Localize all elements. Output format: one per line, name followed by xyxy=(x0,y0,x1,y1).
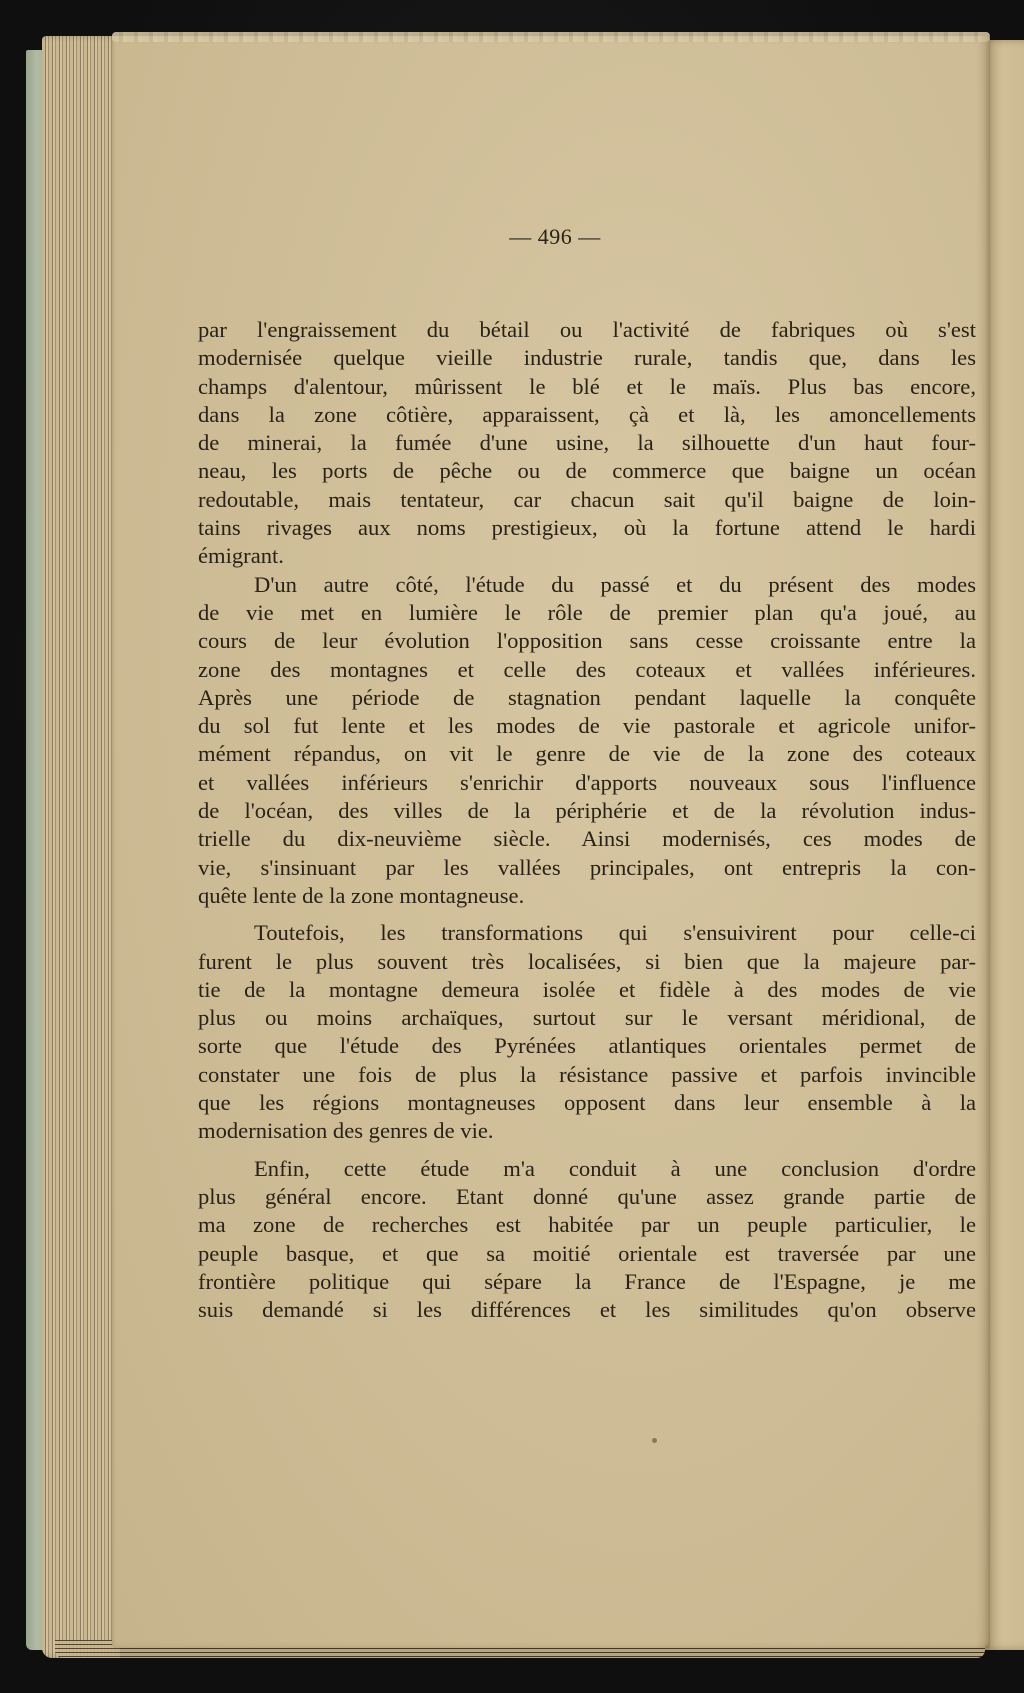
text-line: plus général encore. Etant donné qu'une assez grande partie de xyxy=(198,1183,976,1209)
text-line: tains rivages aux noms prestigieux, où la fortune attend le hardi xyxy=(198,515,976,541)
text-line: trielle du dix-neuvième siècle. Ainsi modernisés, ces modes de xyxy=(198,826,976,852)
text-line: émigrant. xyxy=(198,543,284,569)
text-line: vie, s'insinuant par les vallées principales, ont entrepris la con- xyxy=(198,854,976,880)
text-line: et vallées inférieurs s'enrichir d'apports nouveaux sous l'influence xyxy=(198,769,976,795)
text-line: furent le plus souvent très localisées, si bien que la majeure par- xyxy=(198,948,976,974)
text-line: Après une période de stagnation pendant laquelle la conquête xyxy=(198,684,976,710)
paragraph xyxy=(198,571,976,911)
text-line: Toutefois, les transformations qui s'ensuivirent pour celle-ci xyxy=(254,920,976,946)
text-line: suis demandé si les différences et les similitudes qu'on observe xyxy=(198,1297,976,1323)
paragraph xyxy=(198,919,976,1145)
text-line: zone des montagnes et celle des coteaux et vallées inférieures. xyxy=(198,656,976,682)
text-line: de vie met en lumière le rôle de premier plan qu'a joué, au xyxy=(198,599,976,625)
text-line: ma zone de recherches est habitée par un peuple particulier, le xyxy=(198,1212,976,1238)
text-line: redoutable, mais tentateur, car chacun sait qu'il baigne de loin- xyxy=(198,486,976,512)
paragraph xyxy=(198,1155,976,1325)
paper-speck xyxy=(652,1438,657,1443)
paragraph-gap xyxy=(198,910,976,919)
torn-top-edge xyxy=(112,32,990,42)
text-line: D'un autre côté, l'étude du passé et du présent des modes xyxy=(254,571,976,597)
text-line: cours de leur évolution l'opposition sans cesse croissante entre la xyxy=(198,628,976,654)
text-line: champs d'alentour, mûrissent le blé et le maïs. Plus bas encore, xyxy=(198,373,976,399)
text-line: quête lente de la zone montagneuse. xyxy=(198,882,525,908)
text-line: frontière politique qui sépare la France de l'Espagne, je me xyxy=(198,1268,976,1294)
text-line: Enfin, cette étude m'a conduit à une conclusion d'ordre xyxy=(254,1155,976,1181)
text-line: du sol fut lente et les modes de vie pastorale et agricole unifor- xyxy=(198,713,976,739)
text-line: dans la zone côtière, apparaissent, çà et là, les amoncellements xyxy=(198,401,976,427)
text-line: constater une fois de plus la résistance passive et parfois invincible xyxy=(198,1061,976,1087)
text-line: sorte que l'étude des Pyrénées atlantiques orientales permet de xyxy=(198,1033,976,1059)
text-line: modernisée quelque vieille industrie rurale, tandis que, dans les xyxy=(198,345,976,371)
body-text xyxy=(198,316,976,1324)
text-line: modernisation des genres de vie. xyxy=(198,1118,494,1144)
paragraph xyxy=(198,316,976,571)
page-stack-edges xyxy=(42,36,120,1658)
paragraph-gap xyxy=(198,1146,976,1155)
text-line: plus ou moins archaïques, surtout sur le versant méridional, de xyxy=(198,1005,976,1031)
text-line: par l'engraissement du bétail ou l'activité de fabriques où s'est xyxy=(198,317,976,342)
text-line: peuple basque, et que sa moitié orientale est traversée par une xyxy=(198,1240,976,1266)
text-line: neau, les ports de pêche ou de commerce que baigne un océan xyxy=(198,458,976,484)
text-line: tie de la montagne demeura isolée et fidèle à des modes de vie xyxy=(198,976,976,1002)
text-line: que les régions montagneuses opposent dans leur ensemble à la xyxy=(198,1090,976,1116)
text-line: de l'océan, des villes de la périphérie et de la révolution indus- xyxy=(198,798,976,824)
adjacent-page xyxy=(985,40,1024,1650)
text-line: de minerai, la fumée d'une usine, la silhouette d'un haut four- xyxy=(198,430,976,456)
text-line: mément répandus, on vit le genre de vie de la zone des coteaux xyxy=(198,741,976,767)
page-number: — 496 — xyxy=(509,224,601,249)
